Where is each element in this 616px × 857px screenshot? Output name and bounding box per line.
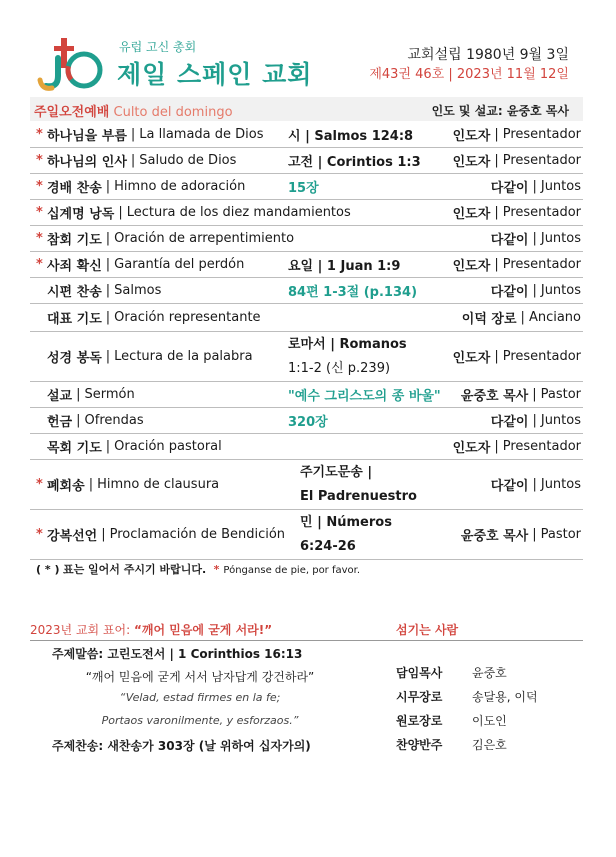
worship-row: 헌금 | Ofrendas 320장 다같이 | Juntos bbox=[30, 408, 583, 434]
who-es: Presentador bbox=[502, 257, 581, 272]
item-ko: 헌금 bbox=[47, 415, 73, 430]
who-es: Presentador bbox=[502, 153, 581, 168]
item-ref-line2: 1:1-2 (신 p.239) bbox=[288, 360, 391, 376]
item-ko: 대표 기도 bbox=[47, 312, 102, 327]
item-ko: 하나님을 부름 bbox=[47, 129, 127, 144]
item-es: Lectura de la palabra bbox=[114, 349, 253, 364]
stand-marker: * bbox=[36, 127, 43, 142]
item-ko: 하나님의 인사 bbox=[47, 155, 127, 170]
who-ko: 인도자 bbox=[452, 351, 491, 366]
motto-text: “깨어 믿음에 굳게 서라!” bbox=[134, 623, 273, 637]
who-ko: 인도자 bbox=[452, 441, 491, 456]
stand-marker: * bbox=[36, 477, 43, 492]
item-es: Ofrendas bbox=[84, 413, 144, 428]
servant-name: 윤중호 bbox=[472, 666, 507, 680]
item-ref: 고전 | Corintios 1:3 bbox=[288, 155, 421, 170]
item-ref-line2: El Padrenuestro bbox=[300, 488, 417, 504]
who-ko: 윤중호 목사 bbox=[460, 389, 529, 404]
item-ref: 320장 bbox=[288, 415, 328, 430]
who-es: Pastor bbox=[540, 387, 581, 402]
theme-hymn: 주제찬송: 새찬송가 303장 (날 위하여 십자가의) bbox=[52, 739, 311, 753]
item-ref: 84편 1-3절 (p.134) bbox=[288, 285, 418, 300]
theme-verse-ko: “깨어 믿음에 굳게 서서 남자답게 강건하라” bbox=[85, 670, 315, 684]
item-ref-line1: 로마서 | Romanos bbox=[288, 336, 407, 352]
note-marker: ( * ) bbox=[36, 563, 60, 576]
stand-marker: * bbox=[36, 257, 43, 272]
church-logo bbox=[36, 36, 106, 92]
motto-heading bbox=[30, 621, 272, 638]
stand-marker: * bbox=[36, 527, 43, 542]
who-ko: 인도자 bbox=[452, 259, 491, 274]
servant-role: 시무장로 bbox=[396, 690, 443, 704]
service-title-es: Culto del domingo bbox=[113, 105, 233, 120]
service-leader: 인도 및 설교: 윤중호 목사 bbox=[431, 104, 569, 118]
who-ko: 다같이 bbox=[490, 233, 529, 248]
item-ref-line2: 6:24-26 bbox=[300, 538, 356, 554]
bulletin-header bbox=[0, 0, 616, 96]
who-ko: 이덕 장로 bbox=[461, 312, 517, 327]
who-es: Juntos bbox=[540, 179, 581, 194]
item-es: Himno de clausura bbox=[97, 477, 220, 492]
who-ko: 인도자 bbox=[452, 129, 491, 144]
servant-entry bbox=[396, 688, 538, 705]
who-es: Pastor bbox=[540, 527, 581, 542]
item-es: Saludo de Dios bbox=[139, 153, 237, 168]
who-es: Presentador bbox=[502, 439, 581, 454]
item-es: Oración pastoral bbox=[114, 439, 222, 454]
item-ko: 폐회송 bbox=[47, 479, 85, 494]
worship-row: * 사죄 확신 | Garantía del perdón 요일 | 1 Juan 1:9 인도자 | Presentador bbox=[30, 252, 583, 278]
who-es: Anciano bbox=[528, 310, 581, 325]
servants-heading: 섬기는 사람 bbox=[396, 623, 459, 637]
item-ko: 참회 기도 bbox=[47, 233, 102, 248]
issue-info: 제43권 46호 | 2023년 11월 12일 bbox=[369, 67, 569, 82]
who-es: Juntos bbox=[540, 283, 581, 298]
worship-row: * 십계명 낭독 | Lectura de los diez mandamientos 인도자 | Presentador bbox=[30, 200, 583, 226]
servant-role: 원로장로 bbox=[396, 714, 443, 728]
servant-name: 송달용, 이덕 bbox=[472, 690, 538, 704]
motto-label: 2023년 교회 표어: bbox=[30, 623, 131, 637]
servant-entry bbox=[396, 736, 507, 753]
worship-row: 설교 | Sermón "예수 그리스도의 종 바울" 윤중호 목사 | Pastor bbox=[30, 382, 583, 408]
worship-row: * 경배 찬송 | Himno de adoración 15장 다같이 | Juntos bbox=[30, 174, 583, 200]
who-ko: 인도자 bbox=[452, 207, 491, 222]
who-ko: 인도자 bbox=[452, 155, 491, 170]
stand-marker: * bbox=[36, 205, 43, 220]
stand-marker: * bbox=[36, 179, 43, 194]
note-ko: 표는 일어서 주시기 바랍니다. bbox=[62, 563, 207, 576]
who-ko: 다같이 bbox=[490, 415, 529, 430]
item-ko: 경배 찬송 bbox=[47, 181, 102, 196]
theme-verse-es-2: Portaos varonilmente, y esforzaos.” bbox=[101, 714, 299, 727]
founded-date: 교회설립 1980년 9월 3일 bbox=[407, 47, 569, 63]
item-es: Salmos bbox=[114, 283, 162, 298]
item-ko: 목회 기도 bbox=[47, 441, 102, 456]
item-ko: 시편 찬송 bbox=[47, 285, 102, 300]
standing-note bbox=[36, 561, 360, 577]
servant-role: 담임목사 bbox=[396, 666, 443, 680]
who-es: Juntos bbox=[540, 413, 581, 428]
servant-entry bbox=[396, 664, 507, 681]
item-es: Lectura de los diez mandamientos bbox=[126, 205, 351, 220]
order-of-worship bbox=[30, 122, 583, 560]
item-ko: 성경 봉독 bbox=[47, 351, 102, 366]
servant-name: 김은호 bbox=[472, 738, 507, 752]
who-es: Juntos bbox=[540, 477, 581, 492]
item-ko: 강복선언 bbox=[47, 529, 98, 544]
worship-row: * 하나님을 부름 | La llamada de Dios 시 | Salmos 124:8 인도자 | Presentador bbox=[30, 122, 583, 148]
who-ko: 윤중호 목사 bbox=[460, 529, 529, 544]
item-ref: 요일 | 1 Juan 1:9 bbox=[288, 259, 401, 274]
who-ko: 다같이 bbox=[490, 285, 529, 300]
item-es: Sermón bbox=[84, 387, 135, 402]
item-es: Proclamación de Bendición bbox=[109, 527, 286, 542]
sermon-title: "예수 그리스도의 종 바울" bbox=[288, 389, 441, 404]
who-ko: 다같이 bbox=[490, 479, 529, 494]
item-ko: 설교 bbox=[47, 389, 73, 404]
worship-row: * 하나님의 인사 | Saludo de Dios 고전 | Corintios 1:3 인도자 | Presentador bbox=[30, 148, 583, 174]
servant-entry bbox=[396, 712, 507, 729]
worship-row: 목회 기도 | Oración pastoral 인도자 | Presentador bbox=[30, 434, 583, 460]
note-star: * bbox=[213, 563, 220, 576]
divider bbox=[30, 640, 583, 641]
servant-name: 이도인 bbox=[472, 714, 507, 728]
theme-verse-ref: 주제말씀: 고린도전서 | 1 Corinthios 16:13 bbox=[52, 647, 303, 661]
who-es: Presentador bbox=[502, 349, 581, 364]
item-es: Garantía del perdón bbox=[114, 257, 245, 272]
item-ko: 십계명 낭독 bbox=[47, 207, 115, 222]
worship-row: 시편 찬송 | Salmos 84편 1-3절 (p.134) 다같이 | Juntos bbox=[30, 278, 583, 304]
stand-marker: * bbox=[36, 231, 43, 246]
theme-verse-es-1: “Velad, estad firmes en la fe; bbox=[119, 691, 281, 704]
stand-marker: * bbox=[36, 153, 43, 168]
service-title-bar bbox=[30, 97, 583, 121]
service-title-ko: 주일오전예배 bbox=[34, 105, 110, 120]
who-es: Juntos bbox=[540, 231, 581, 246]
church-name: 제일 스페인 교회 bbox=[117, 60, 313, 89]
item-ref: 15장 bbox=[288, 181, 319, 196]
worship-row: * 강복선언 | Proclamación de Bendición 민 | Números 6:24-26 윤중호 목사 | Pastor bbox=[30, 510, 583, 560]
who-ko: 다같이 bbox=[490, 181, 529, 196]
worship-row: 성경 봉독 | Lectura de la palabra 로마서 | Romanos 1:1-2 (신 p.239) 인도자 | Presentador bbox=[30, 332, 583, 382]
item-es: La llamada de Dios bbox=[139, 127, 264, 142]
note-es: Pónganse de pie, por favor. bbox=[223, 565, 361, 576]
item-es: Oración representante bbox=[114, 310, 261, 325]
item-es: Oración de arrepentimiento bbox=[114, 231, 295, 246]
worship-row: 대표 기도 | Oración representante 이덕 장로 | Anciano bbox=[30, 304, 583, 332]
worship-row: * 폐회송 | Himno de clausura 주기도문송 | El Padrenuestro 다같이 | Juntos bbox=[30, 460, 583, 510]
item-ref-line1: 주기도문송 | bbox=[300, 464, 373, 480]
item-ref: 시 | Salmos 124:8 bbox=[288, 129, 414, 144]
who-es: Presentador bbox=[502, 205, 581, 220]
item-es: Himno de adoración bbox=[114, 179, 246, 194]
item-ko: 사죄 확신 bbox=[47, 259, 102, 274]
who-es: Presentador bbox=[502, 127, 581, 142]
item-ref-line1: 민 | Números bbox=[300, 514, 392, 530]
service-title bbox=[34, 101, 233, 120]
denomination-name: 유럽 고신 총회 bbox=[119, 40, 197, 54]
worship-row: * 참회 기도 | Oración de arrepentimiento 다같이 | Juntos bbox=[30, 226, 583, 252]
servant-role: 찬양반주 bbox=[396, 738, 443, 752]
